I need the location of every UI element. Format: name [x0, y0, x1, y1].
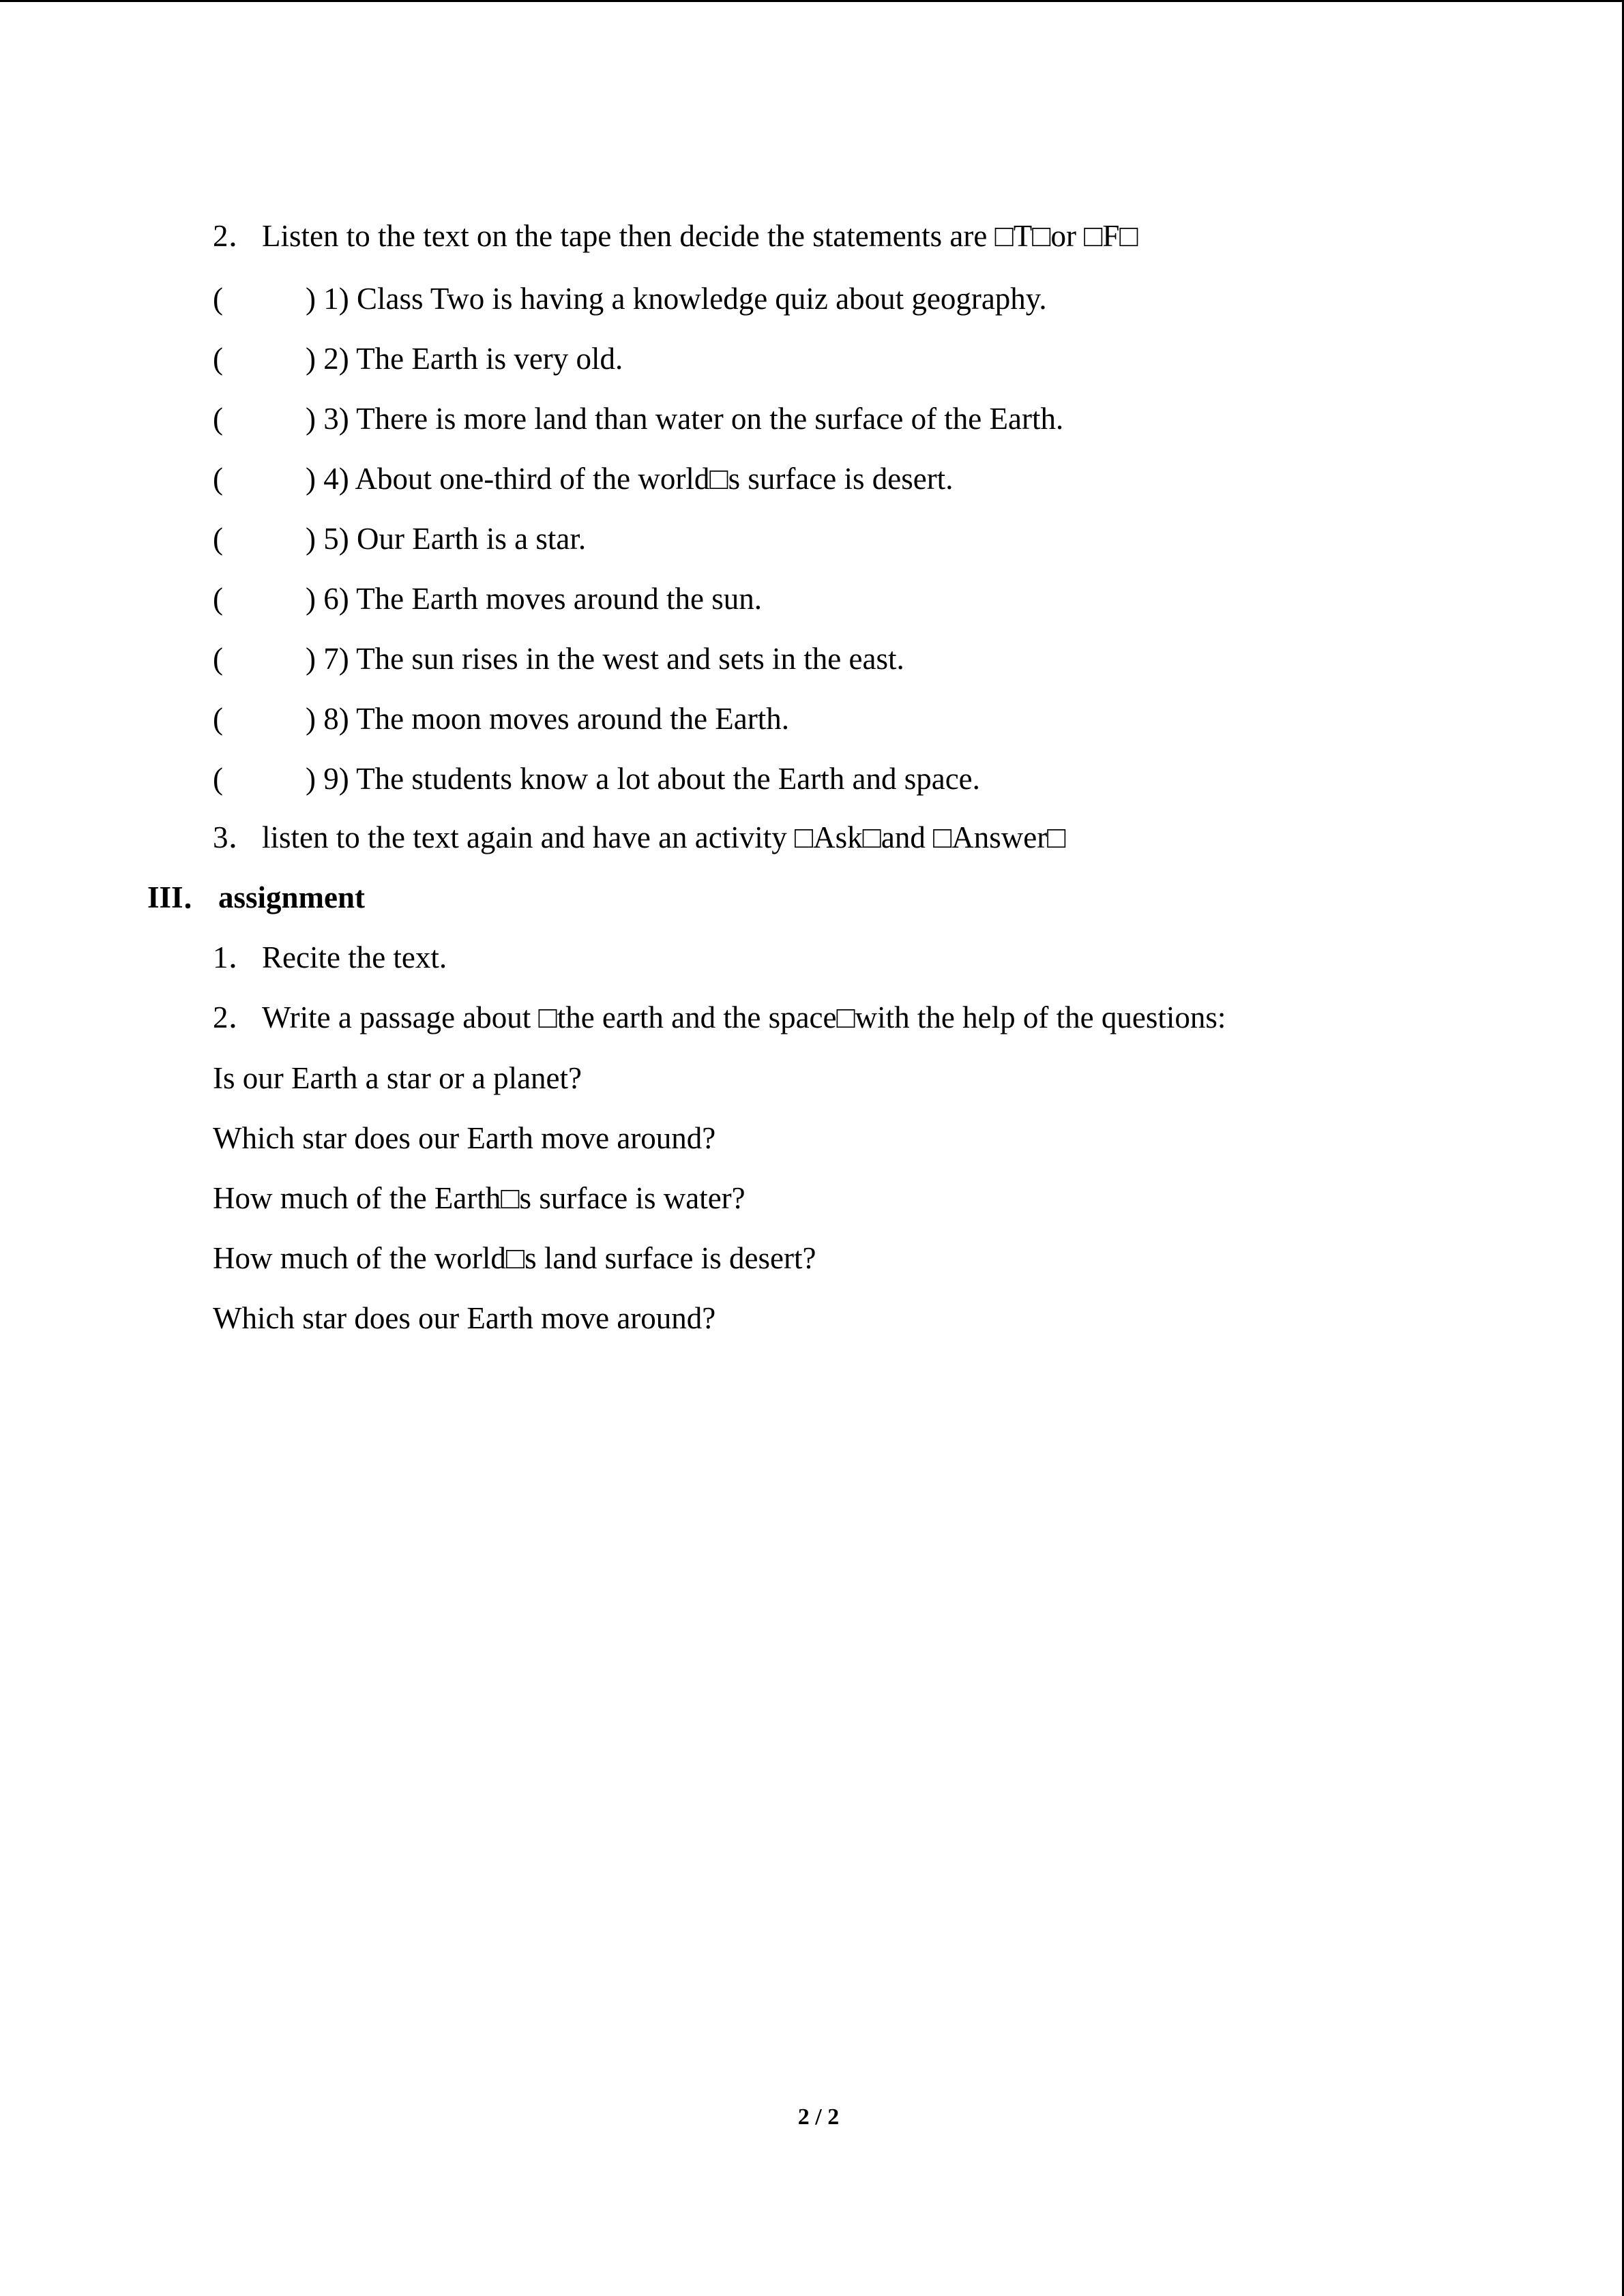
- section-instruction-text: Listen to the text on the tape then decide the statements are □T□or □F□: [262, 219, 1138, 253]
- answer-blank: (: [213, 702, 223, 736]
- tf-item-1: [213, 280, 1047, 318]
- answer-blank: (: [213, 642, 223, 676]
- answer-blank: (: [213, 342, 223, 376]
- tf-item-4: [213, 460, 953, 498]
- tf-statement: ) 2) The Earth is very old.: [306, 342, 623, 376]
- answer-blank: (: [213, 282, 223, 316]
- section-2-instruction: [213, 217, 1138, 255]
- tf-statement: ) 8) The moon moves around the Earth.: [306, 702, 789, 736]
- tf-statement: ) 5) Our Earth is a star.: [306, 522, 587, 556]
- tf-statement: ) 9) The students know a lot about the Earth and space.: [306, 762, 980, 796]
- tf-item-8: [213, 700, 789, 738]
- section-number: 3．: [213, 820, 259, 854]
- tf-item-2: [213, 340, 623, 378]
- answer-blank: (: [213, 582, 223, 616]
- answer-blank: (: [213, 402, 223, 436]
- tf-item-5: [213, 520, 586, 558]
- guide-question-1: Is our Earth a star or a planet?: [213, 1061, 582, 1095]
- section-3-instruction: [213, 818, 1065, 856]
- task-number: 1．: [213, 940, 259, 974]
- tf-statement: ) 6) The Earth moves around the sun.: [306, 582, 763, 616]
- task-text: Recite the text.: [262, 940, 447, 974]
- tf-item-7: [213, 640, 904, 678]
- tf-item-9: [213, 760, 980, 798]
- guide-question-3: How much of the Earth□s surface is water?: [213, 1181, 745, 1215]
- guide-question-2: Which star does our Earth move around?: [213, 1121, 716, 1155]
- guide-question-5: Which star does our Earth move around?: [213, 1301, 716, 1335]
- tf-statement: ) 4) About one-third of the world□s surface is desert.: [306, 462, 954, 496]
- assignment-task-1: [213, 938, 447, 976]
- answer-blank: (: [213, 462, 223, 496]
- answer-blank: (: [213, 762, 223, 796]
- assignment-heading: [147, 878, 365, 916]
- answer-blank: (: [213, 522, 223, 556]
- tf-statement: ) 1) Class Two is having a knowledge quiz about geography.: [306, 282, 1047, 316]
- assignment-task-2: [213, 998, 1226, 1037]
- section-instruction-text: listen to the text again and have an activity □Ask□and □Answer□: [262, 820, 1066, 854]
- tf-item-6: [213, 580, 762, 618]
- assignment-title: assignment: [218, 880, 366, 914]
- task-text: Write a passage about □the earth and the space□with the help of the questions:: [262, 1000, 1226, 1034]
- guide-question-4: How much of the world□s land surface is desert?: [213, 1241, 816, 1275]
- tf-item-3: [213, 400, 1063, 438]
- top-border-rule: [0, 0, 1624, 2]
- tf-statement: ) 3) There is more land than water on the surface of the Earth.: [306, 402, 1064, 436]
- task-number: 2．: [213, 1000, 259, 1034]
- roman-numeral: III．: [147, 880, 214, 914]
- tf-statement: ) 7) The sun rises in the west and sets in the east.: [306, 642, 904, 676]
- page-number: 2 / 2: [797, 2104, 840, 2130]
- section-number: 2．: [213, 219, 259, 253]
